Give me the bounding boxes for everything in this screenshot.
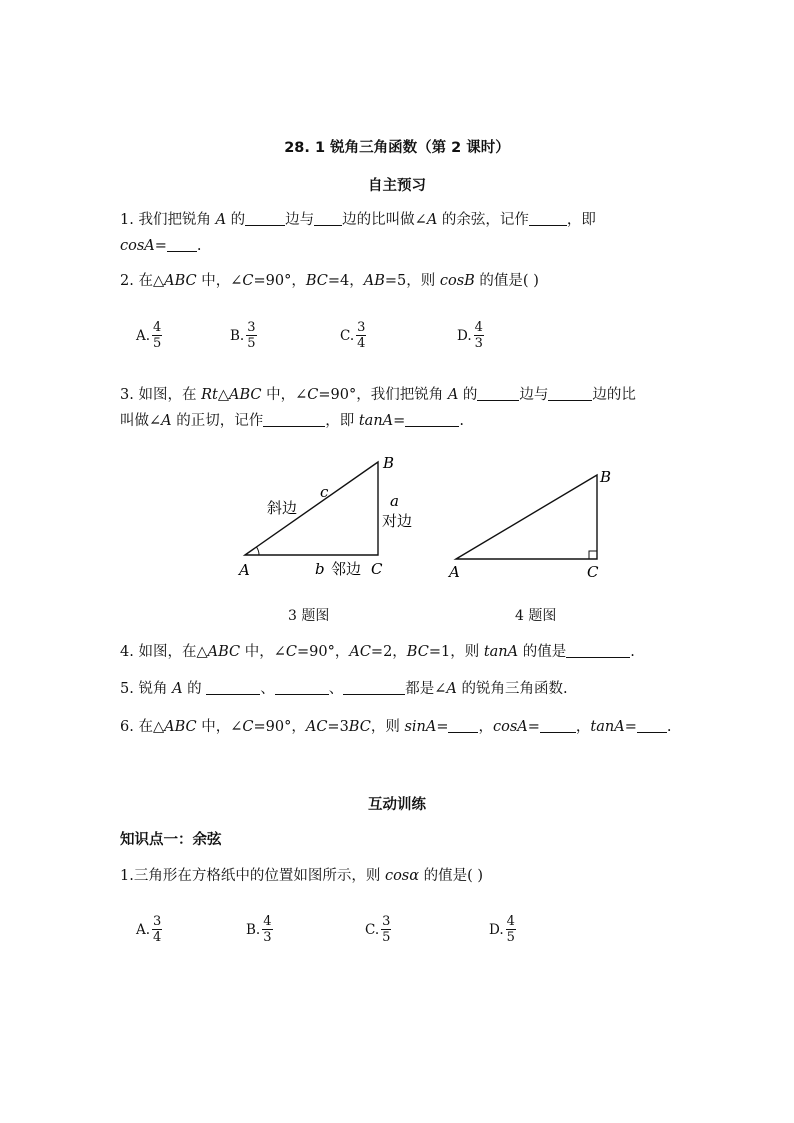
opposite-label: 对边 [382, 512, 413, 530]
answer-blank[interactable] [448, 718, 478, 733]
fraction: $\frac{3}{4}$ [153, 914, 162, 945]
answer-blank[interactable] [566, 643, 630, 658]
side-label-b: b [315, 560, 325, 578]
figure-4-caption: 4 题图 [515, 608, 557, 624]
fraction: $\frac{4}{3}$ [263, 914, 272, 945]
answer-blank[interactable] [529, 211, 567, 226]
answer-blank[interactable] [540, 718, 576, 733]
question-1-line-1: 1. 我们把锐角 A 的 边与 边的比叫做∠A 的余弦，记作 ，即 [120, 212, 596, 228]
vertex-label-a: A [449, 563, 460, 581]
practice-question-1: 1.三角形在方格纸中的位置如图所示，则 cosα 的值是( ) [120, 868, 484, 884]
q2-option-a[interactable]: A. $\frac{4}{5}$ [136, 320, 162, 351]
figure-3-caption: 3 题图 [288, 608, 330, 624]
answer-blank[interactable] [548, 386, 592, 401]
knowledge-point-heading: 知识点一：余弦 [120, 832, 222, 848]
fraction: $\frac{4}{3}$ [474, 320, 483, 351]
p1-option-c[interactable]: C. $\frac{3}{5}$ [365, 914, 391, 945]
q2-option-d[interactable]: D. $\frac{4}{3}$ [457, 320, 483, 351]
vertex-label-c: C [371, 560, 383, 578]
answer-blank[interactable] [637, 718, 667, 733]
fraction: $\frac{4}{5}$ [506, 914, 515, 945]
figure-4-triangle [447, 468, 611, 581]
answer-blank[interactable] [263, 412, 325, 427]
vertex-label-c: C [587, 563, 599, 581]
answer-blank[interactable] [477, 386, 519, 401]
section-heading-training: 互动训练 [368, 797, 426, 813]
answer-blank[interactable] [245, 211, 285, 226]
page-title: 28. 1 锐角三角函数（第 2 课时） [284, 140, 510, 156]
adjacent-label: 邻边 [331, 560, 362, 578]
question-6: 6. 在△ABC 中，∠C=90°，AC=3BC，则 sinA= ，cosA= ，tanA= . [120, 719, 672, 735]
answer-blank[interactable] [314, 211, 342, 226]
question-5: 5. 锐角 A 的 、 、 都是∠A 的锐角三角函数. [120, 681, 568, 697]
q2-option-b[interactable]: B. $\frac{3}{5}$ [230, 320, 256, 351]
hypotenuse-label: 斜边 [267, 499, 298, 517]
answer-blank[interactable] [206, 680, 260, 695]
vertex-label-a: A [239, 561, 250, 579]
question-3-line-1: 3. 如图，在 Rt△ABC 中，∠C=90°，我们把锐角 A 的 边与 边的比 [120, 387, 636, 403]
question-3-line-2: 叫做∠A 的正切，记作 ，即 tanA= . [120, 413, 464, 429]
question-4: 4. 如图，在△ABC 中，∠C=90°，AC=2，BC=1，则 tanA 的值是 . [120, 644, 635, 660]
p1-option-a[interactable]: A. $\frac{3}{4}$ [136, 914, 162, 945]
p1-option-d[interactable]: D. $\frac{4}{5}$ [489, 914, 515, 945]
answer-blank[interactable] [343, 680, 405, 695]
side-label-c: c [320, 483, 329, 501]
figure-3-triangle [237, 454, 412, 579]
question-2: 2. 在△ABC 中，∠C=90°，BC=4，AB=5，则 cosB 的值是( ) [120, 273, 539, 289]
fraction: $\frac{4}{5}$ [153, 320, 162, 351]
answer-blank[interactable] [167, 237, 197, 252]
answer-blank[interactable] [405, 412, 459, 427]
vertex-label-b: B [383, 454, 395, 472]
answer-blank[interactable] [275, 680, 329, 695]
question-1-line-2: cosA= . [120, 238, 202, 254]
fraction: $\frac{3}{4}$ [357, 320, 366, 351]
section-heading-preview: 自主预习 [368, 178, 426, 194]
fraction: $\frac{3}{5}$ [382, 914, 391, 945]
q2-option-c[interactable]: C. $\frac{3}{4}$ [340, 320, 366, 351]
triangle-figures [0, 440, 794, 590]
p1-option-b[interactable]: B. $\frac{4}{3}$ [246, 914, 272, 945]
fraction: $\frac{3}{5}$ [247, 320, 256, 351]
vertex-label-b: B [600, 468, 612, 486]
side-label-a: a [390, 492, 399, 510]
